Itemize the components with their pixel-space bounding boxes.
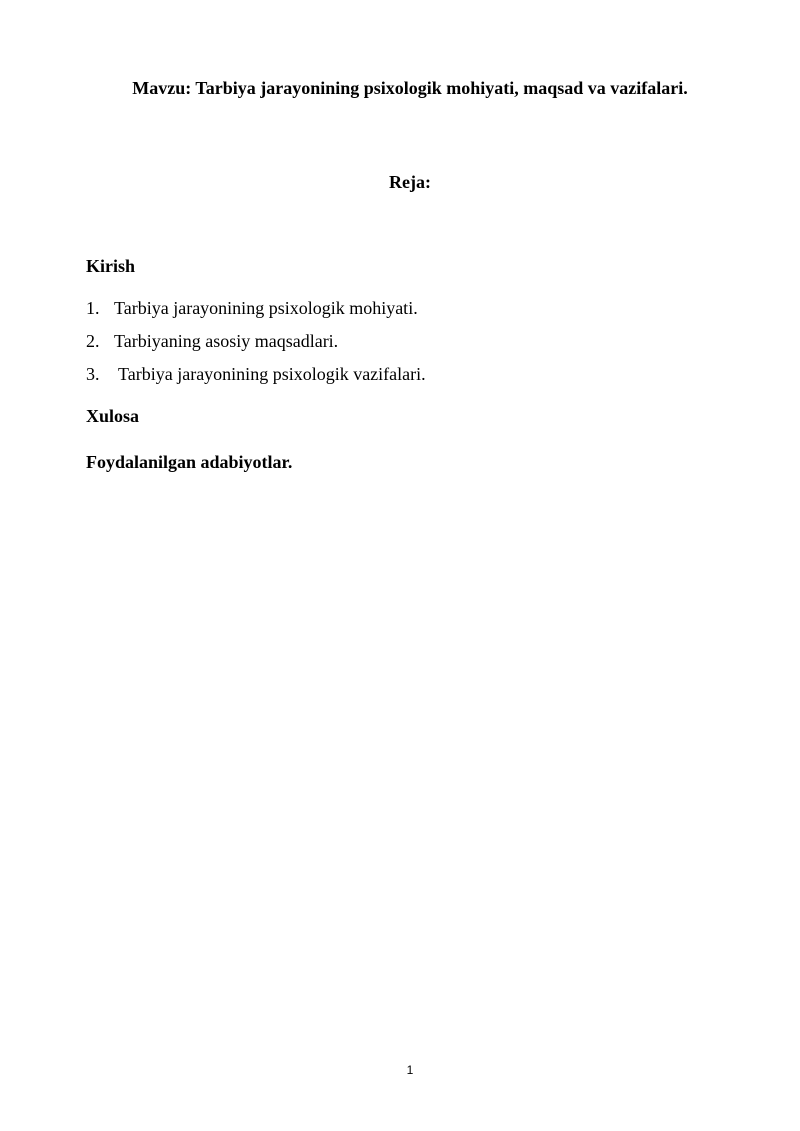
plan-item-text: Tarbiya jarayonining psixologik vazifalari. (118, 364, 426, 384)
plan-item (86, 329, 426, 362)
plan-item (86, 362, 426, 395)
introduction-heading: Kirish (86, 256, 136, 276)
references-heading: Foydalanilgan adabiyotlar. (86, 452, 293, 472)
plan-item-number: 2. (86, 331, 100, 351)
plan-item (86, 296, 426, 329)
plan-list (86, 296, 426, 395)
page-number: 1 (406, 1063, 414, 1077)
plan-item-text: Tarbiyaning asosiy maqsadlari. (114, 331, 339, 351)
plan-item-text: Tarbiya jarayonining psixologik mohiyati. (114, 298, 418, 318)
plan-heading: Reja: (389, 172, 431, 192)
plan-item-number: 1. (86, 298, 100, 318)
plan-item-number: 3. (86, 364, 100, 384)
topic-title: Mavzu: Tarbiya jarayonining psixologik mohiyati, maqsad va vazifalari. (132, 78, 688, 98)
conclusion-heading: Xulosa (86, 406, 140, 426)
